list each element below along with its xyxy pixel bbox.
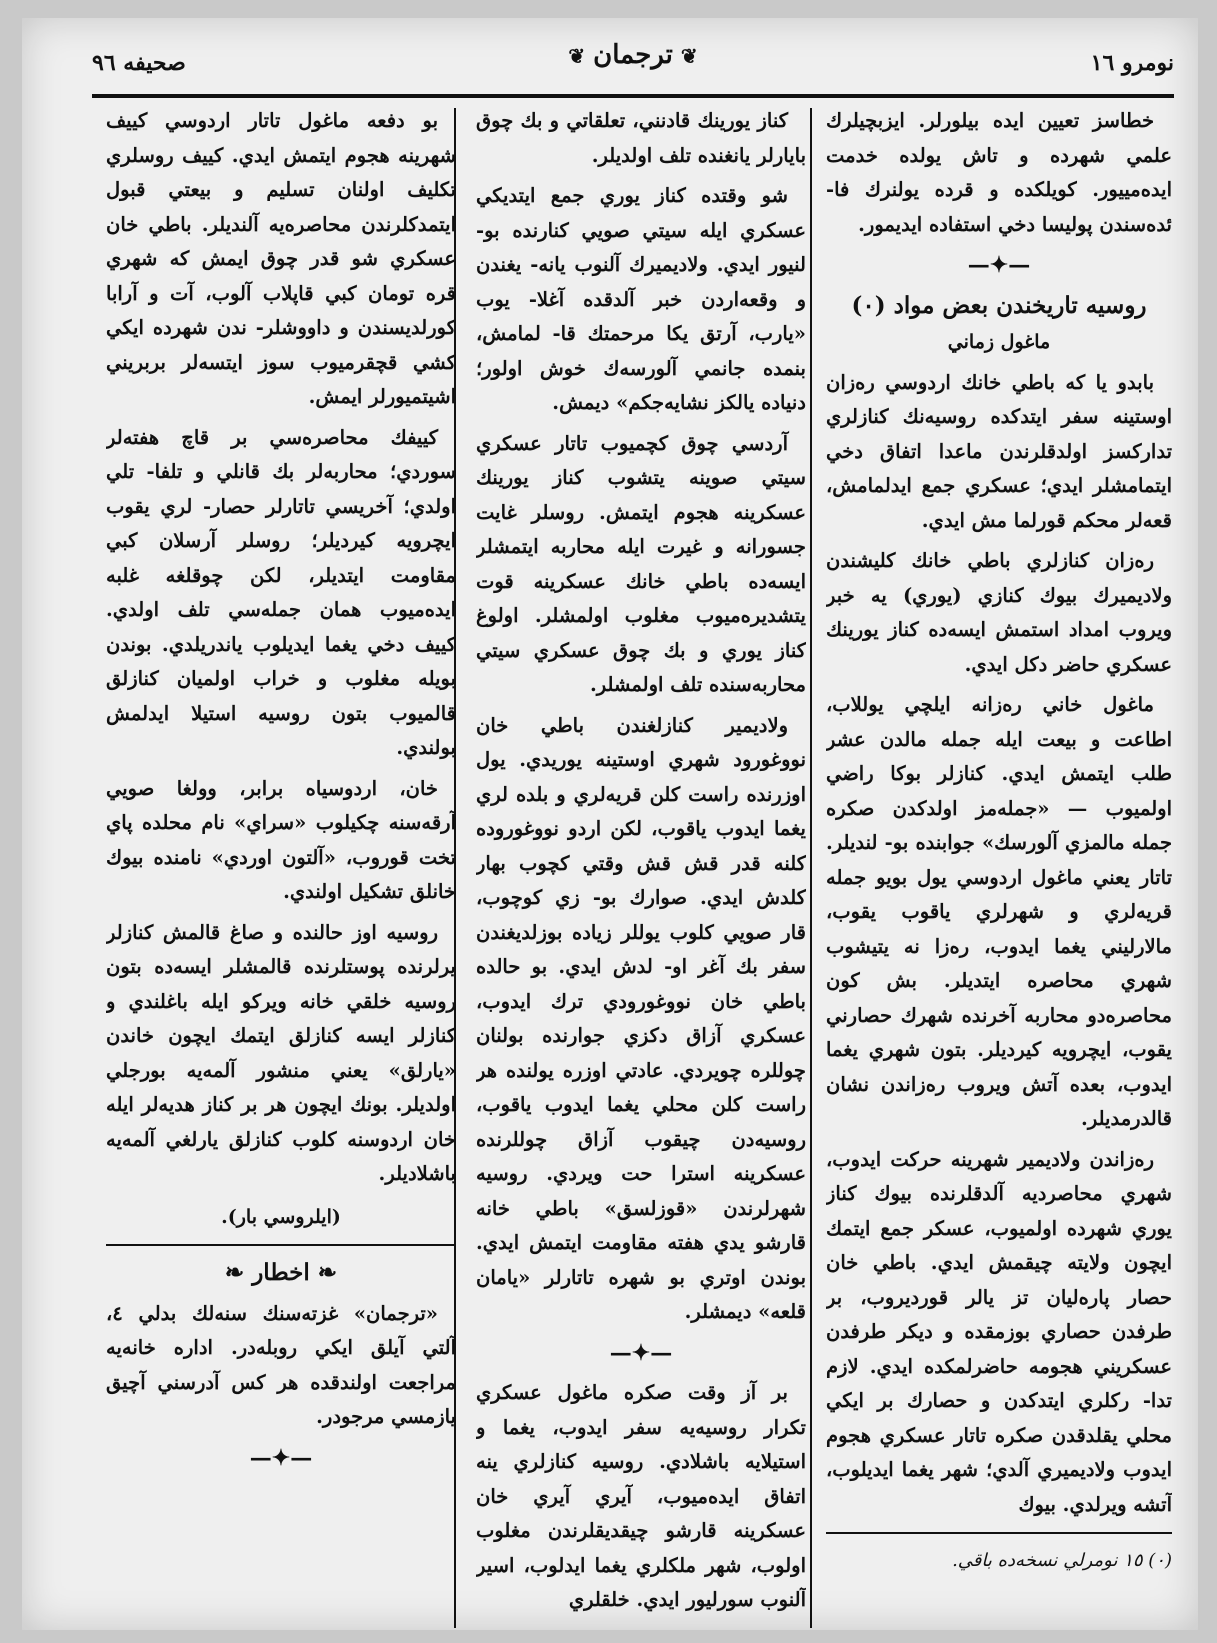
paragraph: بو دفعه ماغول تاتار اردوسي كييف شهرينه هجوم ايتمش ايدي. كييف روسلري تكليف اولنان تسليم و بيعتي قبول ايتمدكلرندن محاصره‌يه آلنديلر. باطي خان عسكري شو قدر چوق ايمش كه شهري قره تومان كبي قاپلاب آلوب، آت و آرابا كورلديسندن و داووشلر- ندن شهرده ايكي كشي قچقرميوب سوز ايتسه‌لر بربريني اشيتميورلر ايمش. (106, 109, 456, 408)
article-heading: روسيه تاريخندن بعض مواد (٠) (851, 291, 1147, 319)
notice-ornament-icon: ❧ (224, 1259, 253, 1286)
paragraph: ولاديمير كنازلغندن باطي خان نووغورود شهري اوستينه يوريدي. يول اوزرنده راست كلن قريه‌لري و بلده لري يغما ايدوب ياقوب، لكن اردو نووغوروده كلنه قدر قش قش وقتي كچوب بهار كلدش ايدي. صوارك بو- زي كوچوب، قار صويي كلوب يوللر زياده بوزلديغندن سفر بك آغر او- لدش ايدي. بو حالده باطي خان نووغورودي ترك ايدوب، عسكري آزاق دكزي جوارنده بولنان چوللره چويردي. عادتي اوزره يولنده هر راست كلن محلي يغما ايدوب ياقوب، روسيه‌دن چيقوب آزاق چوللرنده عسكرينه استرا حت ويردي. روسيه شهرلرندن «قوزلسق» باطي خانه قارشو يدي هفته مقاومت ايتمش ايدي. بوندن اوتري بو شهره تاتارلر «يامان قلعه» ديمشلر. (476, 713, 806, 1323)
header-rule (92, 94, 1174, 98)
paragraph: ماغول خاني رەزانه ايلچي يوللاب، اطاعت و بيعت ايله جمله مالدن عشر طلب ايتمش ايدي. كنازلر بوكا راضي اولميوب — «جمله‌مز اولدكدن صكره جمله مالمزي آلورسك» جوابنده بو- لنديلر. تاتار يعني ماغول اردوسي يول بويو جمله قريه‌لري و شهرلري ياقوب يقوب، مالارليني يغما ايدوب، رەزا نه يتيشوب شهري محاصره ايتديلر. بش كون محاصرەدو محاربه آخرنده شهرك حصارني يقوب، ايچرويه كيرديلر. بتون شهري يغما ايدوب، بعده آتش ويروب رەزاندن نشان قالدرمديلر. (826, 693, 1172, 1130)
column-left (106, 104, 456, 1624)
notice-text: «ترجمان» غزته‌سنك سنه‌لك بدلي ٤، آلتي آيلق ايكي روبله‌در. اداره خانه‌يه مراجعت اولندقده هر كس آدرسني آچيق يازمسي مرجودر. (106, 1301, 456, 1428)
paragraph: رەزاندن ولاديمير شهرينه حركت ايدوب، شهري محاصرديه آلدقلرنده بيوك كناز يوري شهرده اولميوب، عسكر جمع ايتمك ايچون ولايته چيقمش ايدي. باطي خان حصار پارەليان تز يالر قورديروب، بر طرفدن حصاري بوزمقده و ديكر طرفدن عسكريني هجومه حاضرلمكده ايدي. لازم تدا- ركلري ايتدكدن و حصارك بر ايكي محلي يقلدقدن صكره تاتار عسكري هجوم ايدوب ولاديميري آلدي؛ شهر يغما ايديلوب، آتشه ويرلدي. بيوك (826, 1147, 1172, 1516)
paragraph: شو وقتده كناز يوري جمع ايتديكي عسكري ايله سيتي صويي كنارنده بو- لنيور ايدي. ولاديميرك آلنوب يانه- يغندن و وقعه‌اردن خبر آلدقده آغلا- يوب «يارب، آرتق يكا مرحمتك قا- لمامش، بنمده جانمي آلورسەك خوش اولور؛ دنياده يالكز نشايه‌جكم» ديمش. (476, 184, 806, 414)
continued-note: (ايلروسي بار). (221, 1205, 341, 1228)
paragraph: خطاسز تعيين ايده بيلورلر. ايزبچيلرك علمي شهرده و تاش يولده خدمت ايده‌مييور. كويلكده و قرده يولنرك فا- ئده‌سندن پوليسا دخي استفاده ايديمور. (826, 109, 1172, 236)
notice-title: اخطار (252, 1259, 310, 1286)
newspaper-page (22, 18, 1198, 1630)
article-subheading: ماغول زماني (947, 331, 1051, 353)
paragraph: روسيه اوز حالنده و صاغ قالمش كنازلر يرلرنده پوستلرنده قالمشلر ايسه‌ده بتون روسيه خلقي خانه ويركو ايله باغلندي و كنازلر ايسه كنازلق ايتمك ايچون خاندن «يارلق» يعني منشور آلمه‌يه بورجلي اولديلر. بونك ايچون هر بر كناز هديه‌لر ايله خان اردوسنه كلوب كنازلق يارلغي آلمه‌يه باشلاديلر. (106, 920, 456, 1185)
section-divider: —✦— (967, 252, 1031, 278)
right-ornament-icon: ❦ (568, 44, 586, 68)
column-divider-right (810, 108, 812, 1628)
paragraph: خان، اردوسياه برابر، وولغا صويي آرقه‌سنه چكيلوب «سراي» نام محلده پاي تخت قوروب، «آلتون اوردي» نامنده بيوك خانلق تشكيل اولندي. (106, 776, 456, 903)
paragraph: كناز يورينك قادنني، تعلقاتي و بك چوق بايارلر يانغنده تلف اولديلر. (476, 109, 806, 167)
paragraph: بر آز وقت صكره ماغول عسكري تكرار روسيه‌يه سفر ايدوب، يغما و استيلايه باشلادي. روسيه كنازلري ينه اتفاق ايده‌ميوب، آيري آيري خان عسكرينه قارشو چيقديقلرندن مغلوب اولوب، شهر ملكلري يغما ايدلوب، اسير آلنوب سورليور ايدي. خلقلري (476, 1381, 806, 1611)
paragraph: آردسي چوق كچميوب تاتار عسكري سيتي صوينه يتشوب كناز يورينك عسكرينه هجوم ايتمش. روسلر غايت جسورانه و غيرت ايله محاربه ايتمشلر ايسه‌ده باطي خانك عسكرينه قوت يتشديره‌ميوب مغلوب اولمشلر. اولوغ كناز يوري و بك چوق عسكري سيتي محاربه‌سنده تلف اولمشلر. (476, 431, 806, 696)
notice-heading (106, 1256, 456, 1291)
page-header (92, 40, 1174, 100)
column-middle (476, 104, 806, 1624)
paragraph: بابدو يا كه باطي خانك اردوسي رەزان اوستينه سفر ايتدكده روسيه‌نك كنازلري تداركسز اولدقلرندن ماعدا اتفاق دخي ايتمامشلر ايدي؛ عسكري جمع ايدلمامش، قعه‌لر محكم قورلما مش ايدي. (826, 370, 1172, 532)
notice-ornament-icon: ❧ (309, 1259, 338, 1286)
paragraph: رەزان كنازلري باطي خانك كليشندن ولاديميرك بيوك كنازي (يوري) يه خبر ويروب امداد استمش ايسه‌ده كناز يورينك عسكري حاضر دكل ايدي. (826, 549, 1172, 676)
paragraph: كييفك محاصره‌سي بر قاچ هفته‌لر سوردي؛ محاربه‌لر بك قانلي و تلفا- تلي اولدي؛ آخريسي تاتارلر حصار- لري يقوب ايچرويه كيرديلر؛ روسلر آرسلان كبي مقاومت ايتديلر، لكن چوقلغه غلبه ايده‌ميوب همان جمله‌سي تلف اولدي. كييف دخي يغما ايديلوب ياندريلدي. بوندن بويله مغلوب و خراب اولميان كنازلق قالميوب بتون روسيه استيلا ايدلمش بولندي. (106, 425, 456, 759)
issue-number: نومرو ١٦ (1090, 50, 1174, 76)
newspaper-title (92, 40, 1174, 70)
footnote-rule (826, 1532, 1172, 1534)
column-right (826, 104, 1172, 1624)
page-number: صحيفه ٩٦ (92, 50, 186, 76)
section-divider: —✦— (249, 1444, 313, 1471)
left-ornament-icon: ❦ (680, 44, 698, 68)
footnote: (٠) ١٥ نومرلي نسخه‌ده باقي. (952, 1550, 1172, 1571)
section-divider: —✦— (609, 1339, 673, 1366)
section-rule (106, 1244, 456, 1246)
newspaper-title-text: ترجمان (593, 40, 673, 70)
